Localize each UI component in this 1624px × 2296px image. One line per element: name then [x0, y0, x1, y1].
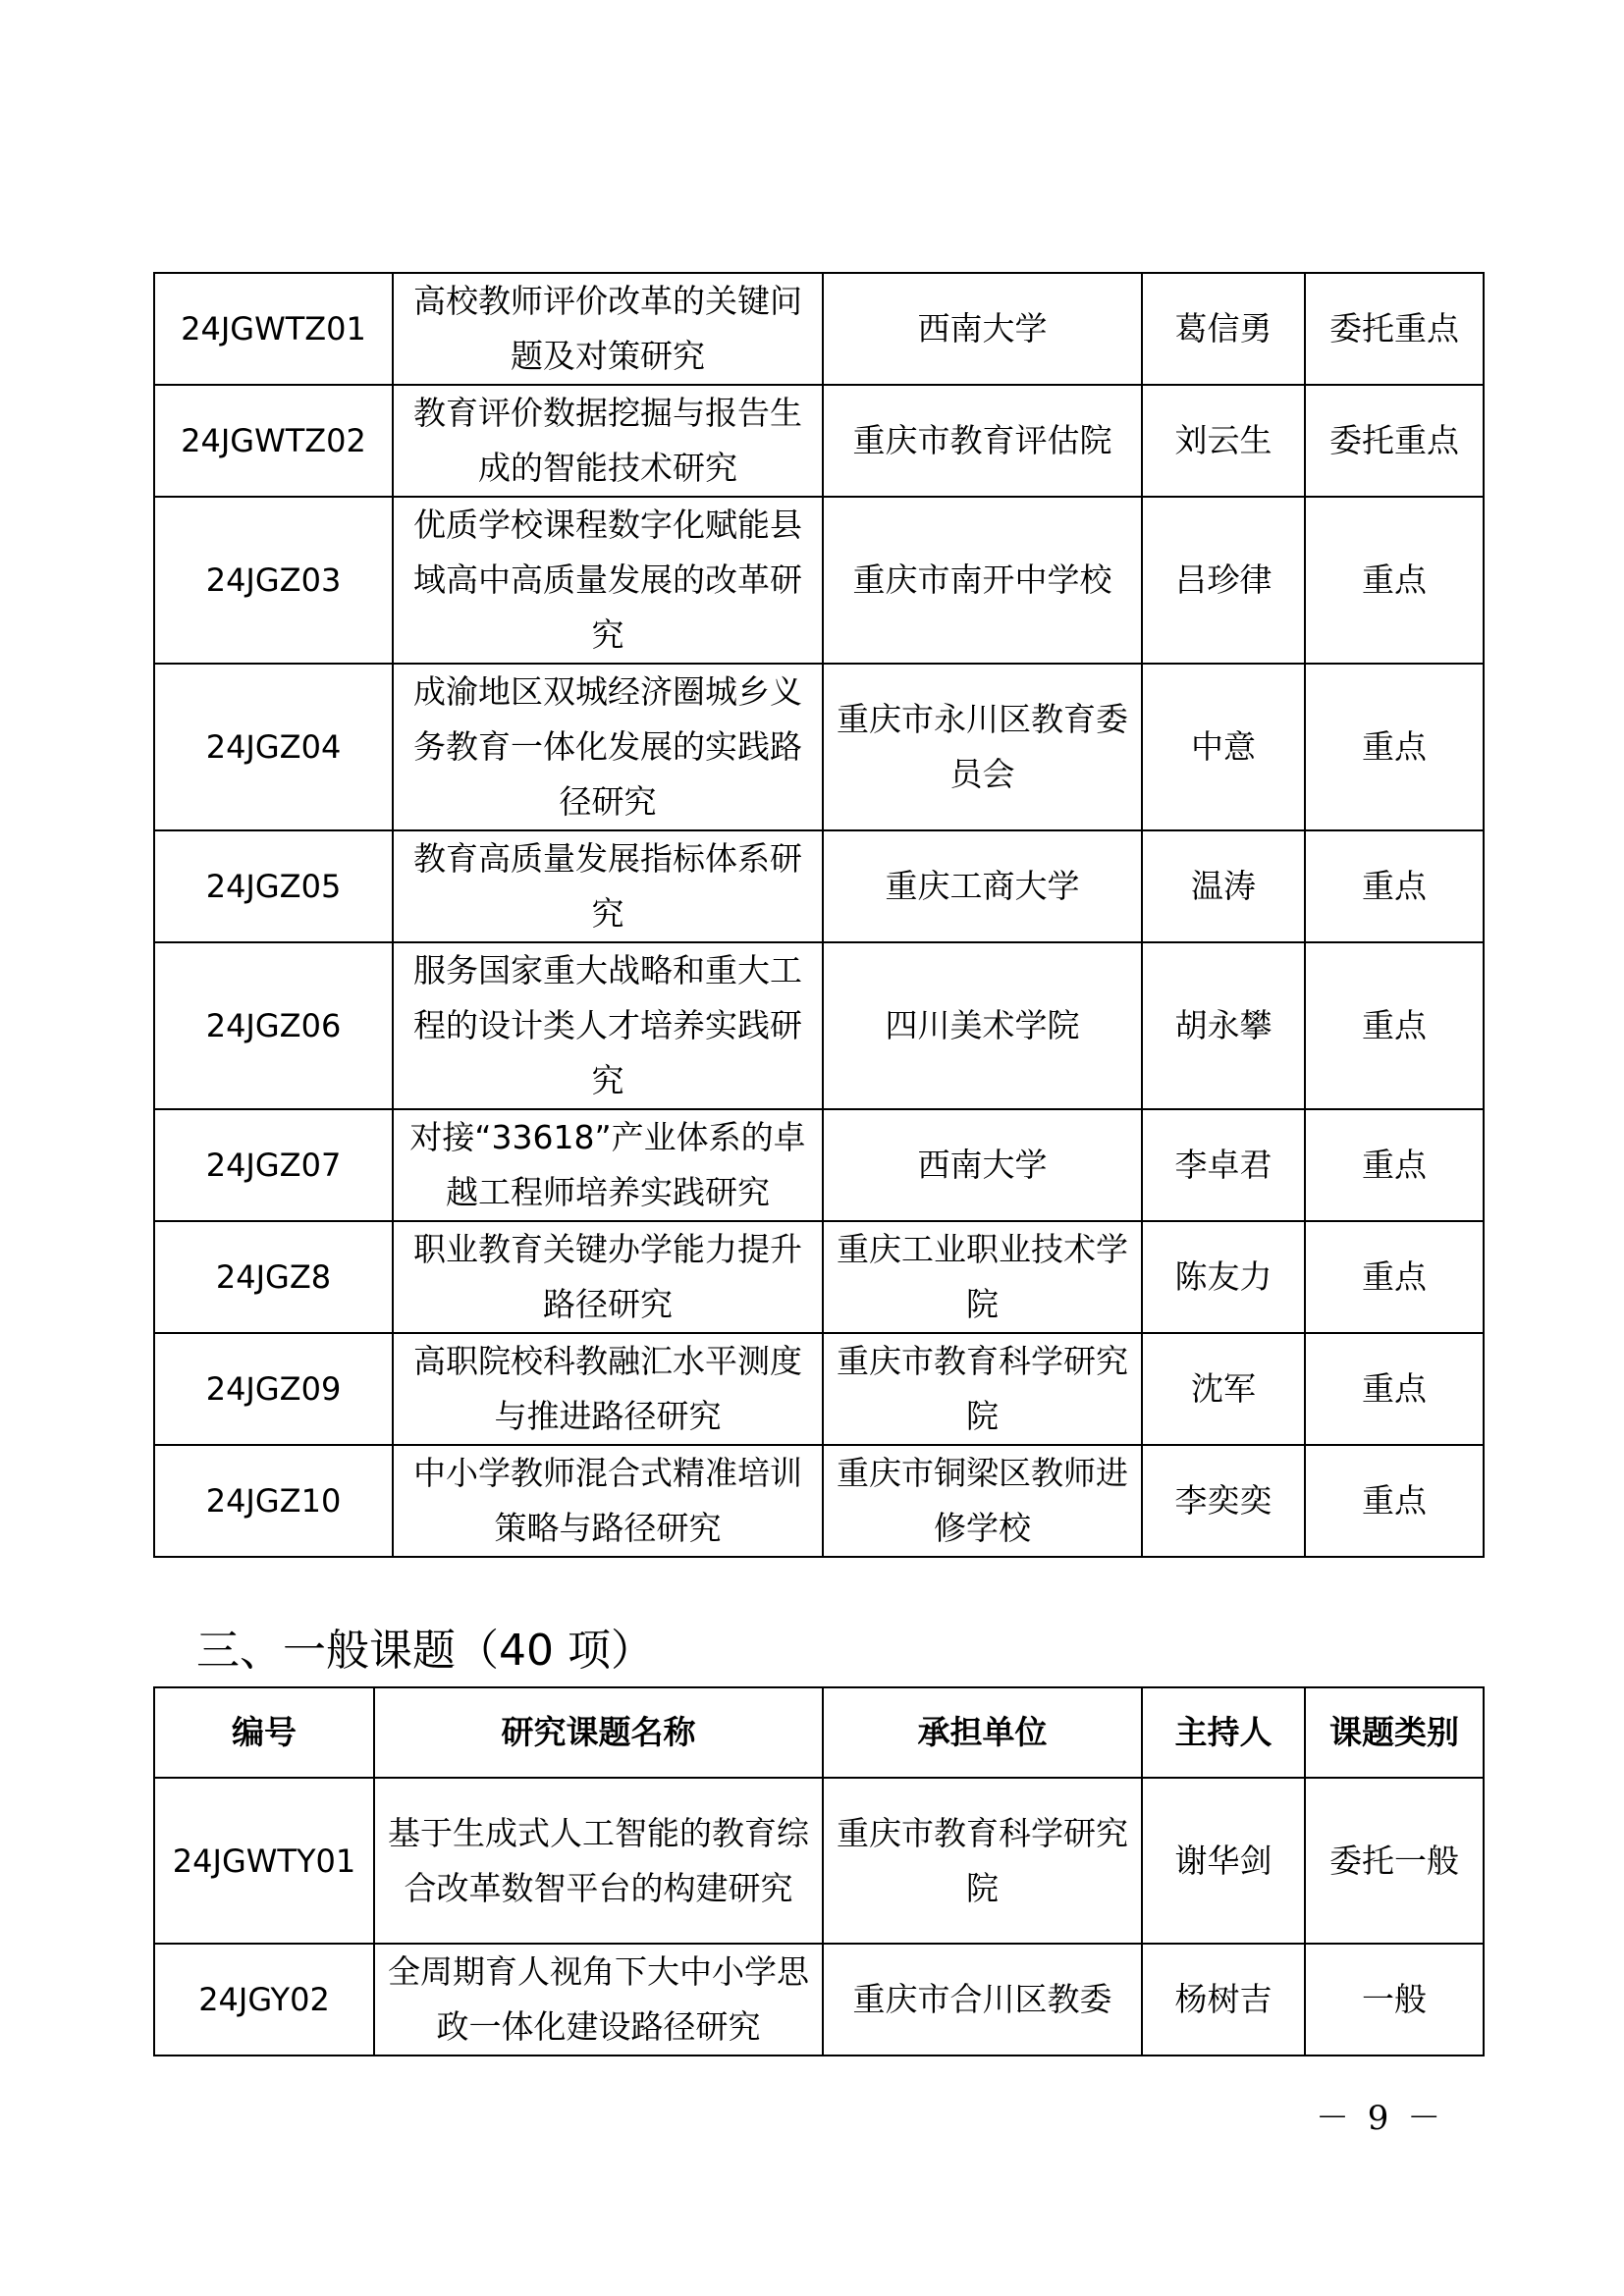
table-row [154, 273, 1484, 385]
column-header-unit: 承担单位 [823, 1687, 1142, 1778]
project-type: 重点 [1305, 942, 1484, 1109]
project-code: 24JGZ8 [154, 1221, 393, 1333]
table-row [154, 1944, 1484, 2056]
project-code: 24JGZ03 [154, 497, 393, 664]
project-title: 职业教育关键办学能力提升路径研究 [393, 1221, 823, 1333]
table-row [154, 497, 1484, 664]
project-type: 委托重点 [1305, 273, 1484, 385]
project-host: 胡永攀 [1142, 942, 1305, 1109]
project-host: 李卓君 [1142, 1109, 1305, 1221]
table-row [154, 664, 1484, 830]
project-host: 吕珍律 [1142, 497, 1305, 664]
table-row [154, 1778, 1484, 1944]
project-host: 温涛 [1142, 830, 1305, 942]
project-title: 基于生成式人工智能的教育综合改革数智平台的构建研究 [374, 1778, 823, 1944]
project-host: 陈友力 [1142, 1221, 1305, 1333]
table-row [154, 830, 1484, 942]
project-unit: 重庆市合川区教委 [823, 1944, 1142, 2056]
project-title: 成渝地区双城经济圈城乡义务教育一体化发展的实践路径研究 [393, 664, 823, 830]
project-code: 24JGZ07 [154, 1109, 393, 1221]
project-unit: 四川美术学院 [823, 942, 1142, 1109]
project-type: 委托重点 [1305, 385, 1484, 497]
column-header-type: 课题类别 [1305, 1687, 1484, 1778]
project-unit: 西南大学 [823, 273, 1142, 385]
project-title: 高校教师评价改革的关键问题及对策研究 [393, 273, 823, 385]
project-unit: 重庆市教育科学研究院 [823, 1333, 1142, 1445]
project-unit: 重庆市南开中学校 [823, 497, 1142, 664]
project-type: 重点 [1305, 1221, 1484, 1333]
column-header-code: 编号 [154, 1687, 374, 1778]
project-code: 24JGZ04 [154, 664, 393, 830]
general-projects-table [153, 1686, 1485, 2056]
project-title: 对接“33618”产业体系的卓越工程师培养实践研究 [393, 1109, 823, 1221]
project-title: 全周期育人视角下大中小学思政一体化建设路径研究 [374, 1944, 823, 2056]
project-code: 24JGZ06 [154, 942, 393, 1109]
project-title: 中小学教师混合式精准培训策略与路径研究 [393, 1445, 823, 1557]
table-row [154, 385, 1484, 497]
project-host: 葛信勇 [1142, 273, 1305, 385]
project-code: 24JGY02 [154, 1944, 374, 2056]
project-host: 沈军 [1142, 1333, 1305, 1445]
table-row [154, 1221, 1484, 1333]
project-type: 重点 [1305, 664, 1484, 830]
key-projects-table [153, 272, 1485, 1558]
project-type: 重点 [1305, 1109, 1484, 1221]
project-title: 高职院校科教融汇水平测度与推进路径研究 [393, 1333, 823, 1445]
project-code: 24JGWTZ01 [154, 273, 393, 385]
project-unit: 重庆市永川区教育委员会 [823, 664, 1142, 830]
column-header-host: 主持人 [1142, 1687, 1305, 1778]
project-host: 刘云生 [1142, 385, 1305, 497]
project-type: 重点 [1305, 497, 1484, 664]
project-code: 24JGZ09 [154, 1333, 393, 1445]
project-title: 服务国家重大战略和重大工程的设计类人才培养实践研究 [393, 942, 823, 1109]
table-row [154, 1333, 1484, 1445]
project-title: 优质学校课程数字化赋能县域高中高质量发展的改革研究 [393, 497, 823, 664]
project-type: 重点 [1305, 1445, 1484, 1557]
project-host: 杨树吉 [1142, 1944, 1305, 2056]
page-number: － 9 － [1316, 2099, 1445, 2138]
project-code: 24JGZ10 [154, 1445, 393, 1557]
project-type: 重点 [1305, 830, 1484, 942]
project-unit: 重庆工业职业技术学院 [823, 1221, 1142, 1333]
project-unit: 重庆工商大学 [823, 830, 1142, 942]
project-unit: 重庆市教育科学研究院 [823, 1778, 1142, 1944]
project-code: 24JGZ05 [154, 830, 393, 942]
project-title: 教育评价数据挖掘与报告生成的智能技术研究 [393, 385, 823, 497]
column-header-title: 研究课题名称 [374, 1687, 823, 1778]
section-heading: 三、一般课题（40 项） [196, 1626, 654, 1676]
table-row [154, 1109, 1484, 1221]
project-code: 24JGWTY01 [154, 1778, 374, 1944]
table-header-row [154, 1687, 1484, 1778]
project-type: 一般 [1305, 1944, 1484, 2056]
project-host: 中意 [1142, 664, 1305, 830]
project-code: 24JGWTZ02 [154, 385, 393, 497]
project-title: 教育高质量发展指标体系研究 [393, 830, 823, 942]
project-unit: 重庆市教育评估院 [823, 385, 1142, 497]
project-unit: 重庆市铜梁区教师进修学校 [823, 1445, 1142, 1557]
project-host: 谢华剑 [1142, 1778, 1305, 1944]
project-type: 委托一般 [1305, 1778, 1484, 1944]
table-row [154, 1445, 1484, 1557]
table-row [154, 942, 1484, 1109]
project-type: 重点 [1305, 1333, 1484, 1445]
project-host: 李奕奕 [1142, 1445, 1305, 1557]
project-unit: 西南大学 [823, 1109, 1142, 1221]
